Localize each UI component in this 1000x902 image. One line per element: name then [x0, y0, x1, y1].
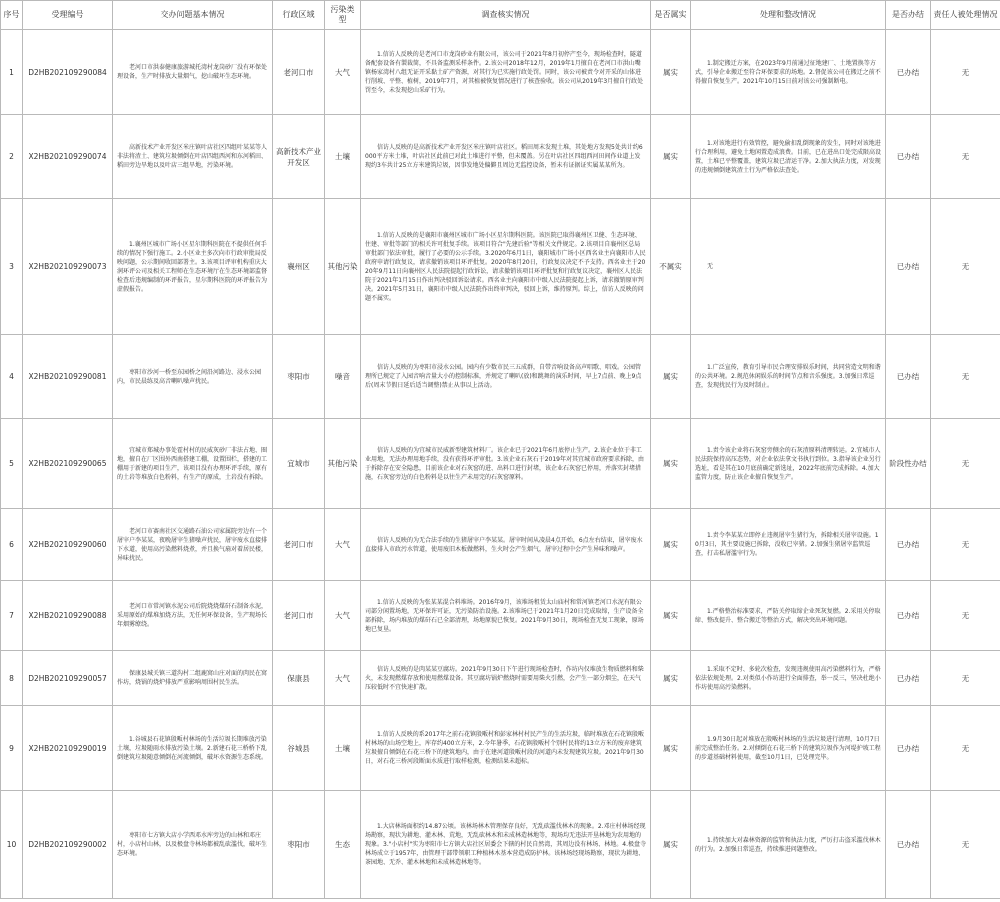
cell-closed: 已办结 — [886, 581, 931, 651]
cell-closed: 已办结 — [886, 706, 931, 791]
cell-issue: 高新技术产业开发区米庄镇叶店社区四组叶某某等人非法将渣土、建筑垃圾倾倒在叶店四组西河和东河稻田、稻田旁边旱地以及叶店三组旱地，污染环境。 — [113, 115, 273, 199]
cell-investigation: 1.信访人反映的为张某某混合料堆场。2016年9月，该堆场租赁太山庙村和常河镇老河口水泥有限公司部分闲置场地，无环保许可证，无污染防治设施。2.该堆场已于2021年1月20日完成取缔，生产设备全部拆除，场内堆放的煤矸石已全部清理，场地原貌已恢复。2021年9月30日，现场检查无复工现象，原场地已复垦。 — [361, 581, 651, 651]
cell-type: 其他污染 — [325, 419, 361, 509]
cell-handling: 1.采取不定时、多轮次检查，发现违规使用高污染燃料行为，严格依法依规处理。2.对类似小作坊进行全面排查，举一反三，坚决杜绝小作坊使用高污染燃料。 — [691, 651, 886, 706]
table-row — [1, 651, 1000, 706]
cell-district: 老河口市 — [273, 581, 325, 651]
cell-verified: 属实 — [651, 419, 691, 509]
cell-investigation: 1.大店林场面积约14.87公顷。该林场林木管理保存良好，无乱砍滥伐林木的现象。2.邓庄村林场经现场勘察，现状为耕地、灌木林、荒地，无乱砍林木和未成林造林地等，现场均无违法开垦林地为农用地的现象。3."小店村"实为枣阳市七方镇大店社区居委会下辖的村民自然湾，其周边没有林场、林地。4.极盘寺林场成立于1957年，由管理干部带领职工种植林木基本营造成防护林。该林场经现场勘察，现状为耕地、茶园地、无乔、灌木林地和未成林造林地等。 — [361, 791, 651, 899]
cell-code: D2HB202109290057 — [23, 651, 113, 706]
cell-issue: 枣阳市沙河一桥至东园桥之间沿河路边、浸水公园内，市民晨练及高音喇叭噪声扰民。 — [113, 335, 273, 419]
cell-issue: 1.谷城县石花镇殷畈村林场的生活垃圾长期堆放污染土壤，垃圾随雨水排放污染土壤。2.新建石花三桥桥下乱倒建筑垃圾随意倾倒在河流倾倒，破坏水资源生态系统。 — [113, 706, 273, 791]
header-punished: 责任人被处理情况 — [931, 1, 1000, 30]
cell-handling: 1.责令该企业将石灰窑旁侧余的石灰渣原料清理转运。2.宜城市人民法院保持高压态势，对企业依法拿文书执行到位。3.指导该企业另行选址，看是其在10月底前确定新选址，2022年底前完成拆除。4.加大监管力度，防止该企业擅自恢复生产。 — [691, 419, 886, 509]
cell-type: 大气 — [325, 30, 361, 115]
cell-district: 保康县 — [273, 651, 325, 706]
cell-type: 噪音 — [325, 335, 361, 419]
cell-no: 6 — [1, 509, 23, 581]
cell-verified: 属实 — [651, 30, 691, 115]
cell-punished: 无 — [931, 199, 1000, 335]
cell-closed: 已办结 — [886, 30, 931, 115]
cell-code: X2HB202109290065 — [23, 419, 113, 509]
header-code: 受理编号 — [23, 1, 113, 30]
cell-punished: 无 — [931, 651, 1000, 706]
cell-verified: 属实 — [651, 509, 691, 581]
cell-type: 大气 — [325, 651, 361, 706]
cell-no: 5 — [1, 419, 23, 509]
cell-punished: 无 — [931, 509, 1000, 581]
cell-issue: 宜城市郑城办事处霍村村的民威灰砂厂非法占地、圈地，擅自在厂区围外西南搭建工棚，设置围栏，搭建的工棚用于新建的项目生产，该项目没有办理环评手续，原有的土岩等堆放白色粉料，有生产的原成，土岩没有拆除。 — [113, 419, 273, 509]
cell-code: D2HB202109290084 — [23, 30, 113, 115]
cell-verified: 属实 — [651, 651, 691, 706]
cell-issue: 老河口市赛南社区交通路石油公司家属院旁边有一个屠宰户李某某，夜晚屠宰生猪噪声扰民，屠宰废水直接排下水道，使用高污染燃料烧煮，并且换气扇对着居民楼，异味扰民。 — [113, 509, 273, 581]
cell-verified: 属实 — [651, 706, 691, 791]
cell-district: 谷城县 — [273, 706, 325, 791]
cell-code: X2HB202109290019 — [23, 706, 113, 791]
cell-closed: 已办结 — [886, 199, 931, 335]
cell-no: 7 — [1, 581, 23, 651]
cell-handling: 无 — [691, 199, 886, 335]
table-row — [1, 791, 1000, 899]
cell-investigation: 信访人反映的为无合法手续的生猪屠宰户李某某。屠宰时间从凌晨4点开始，6点左右结束，屠宰废水直接排入市政污水管道，使用废旧木板做燃料，生火时会产生烟气，屠宰过程中会产生异味和噪声。 — [361, 509, 651, 581]
cell-handling: 1.制定搬迁方案，在2023年9月前通过征地建厂、土地置换等方式，引导企业搬迁至符合环保要求的场地。2.督促该公司在搬迁之前不得擅自恢复生产。2021年10月15日前对该公司强制断电。 — [691, 30, 886, 115]
cell-district: 襄州区 — [273, 199, 325, 335]
header-no: 序号 — [1, 1, 23, 30]
cell-handling: 1.广泛宣传，教育引导市民合理安排娱乐时间，共同营造文明和谐的公共环境。2.规范休闲娱乐的时间节点和音乐强度。3.加强日常巡查，发现扰民行为及时制止。 — [691, 335, 886, 419]
cell-no: 9 — [1, 706, 23, 791]
header-handling: 处理和整改情况 — [691, 1, 886, 30]
table-row — [1, 335, 1000, 419]
cell-verified: 属实 — [651, 581, 691, 651]
cell-type: 大气 — [325, 509, 361, 581]
header-district: 行政区域 — [273, 1, 325, 30]
cell-no: 4 — [1, 335, 23, 419]
header-type: 污染类型 — [325, 1, 361, 30]
cell-investigation: 信访人反映的为宜城市民威新型建筑材料厂。该企业已于2021年6月底停止生产。2.该企业位于非工业用地，无法办理用地手续，没有获得环评审批。3.该企业石灰石于2019年对其宜城市政府要求拆除，由于拆除存在安全隐患，目前该企业对石灰窑的进、出料口进行封堵，该企业石灰窑已停用，并落实封堵措施，石灰窑旁边的白色粉料是以往生产未用完的石灰窑原料。 — [361, 419, 651, 509]
cell-closed: 已办结 — [886, 335, 931, 419]
cell-issue: 保康县城关镇三道沟村二组鹿窝山庄对面的肉民在窝作坊，烧锅的烧炉排放严重影响周围村民生活。 — [113, 651, 273, 706]
cell-investigation: 信访人反映的是肉某某豆腐坊。2021年9月30日下午进行现场检查时，作坊内仅堆放生物质燃料和柴火，未发现燃煤存放和使用燃煤设备。其豆腐坊锅炉燃烧时需要用柴火引燃，会产生一部分烟尘，在天气压较低时不宜快速扩散。 — [361, 651, 651, 706]
cell-no: 1 — [1, 30, 23, 115]
cell-code: X2HB202109290060 — [23, 509, 113, 581]
cell-code: X2HB202109290074 — [23, 115, 113, 199]
cell-investigation: 信访人反映的为枣阳市浸水公园。园内有少数市民三五成群，自带音响设备高声唱歌、唱戏。公园管理所已规定了入园音响音量大小的控制标准，并规定了喇叭(放)和跳舞的演乐时间，早上7点前、晚上9点后(周末节假日延后适当调整)禁止从事以上活动。 — [361, 335, 651, 419]
cell-closed: 已办结 — [886, 791, 931, 899]
cell-code: X2HB202109290081 — [23, 335, 113, 419]
header-issue: 交办问题基本情况 — [113, 1, 273, 30]
cell-handling: 1.持续加大对森林资源的监管和执法力度，严厉打击盗采滥伐林木的行为。2.加强日常巡查，持续推进问题整改。 — [691, 791, 886, 899]
table-row — [1, 30, 1000, 115]
cell-punished: 无 — [931, 419, 1000, 509]
cell-verified: 属实 — [651, 791, 691, 899]
cell-verified: 不属实 — [651, 199, 691, 335]
cell-verified: 属实 — [651, 335, 691, 419]
cell-investigation: 1.信访人反映的是老河口市龙岗砂业有限公司，该公司于2021年8月初停产至今，现场检查时，隧道备配套设备有製裁简，不具备监测采样条件。2.该公司2018年12月，2019年1月擅自在老河口市洪山嘴镇杨家湾村八组无证开采黏土矿产资源，对其行为已实施行政处罚。同时，该公司被责令对开采的山体进行削坡、平整、植树，2019年7月，对其植被恢复情况进行了核查验收。该公司从2019年3月擅自行政处罚至今，未发现挖山采矿行为。 — [361, 30, 651, 115]
cell-punished: 无 — [931, 335, 1000, 419]
cell-closed: 阶段性办结 — [886, 419, 931, 509]
cell-punished: 无 — [931, 706, 1000, 791]
cell-closed: 已办结 — [886, 115, 931, 199]
cell-no: 10 — [1, 791, 23, 899]
table-row — [1, 509, 1000, 581]
table-row — [1, 419, 1000, 509]
cell-code: D2HB202109290002 — [23, 791, 113, 899]
header-closed: 是否办结 — [886, 1, 931, 30]
cell-issue: 老河口市洪泰健康旅游城托湾村龙岗砂厂没有环保处理设备，生产时排放大量烟气，挖山破坏生态环境。 — [113, 30, 273, 115]
cell-handling: 1.对该地进行有效管控，避免偷扣乱倒现象的发生，同时对该地进行合理利用，避免土地闲置造成浪费。目前，已在进出口处完成限高设置，土堆已平整覆盖，建筑垃圾已清运干净。2.加大执法力度，对发现的违规倾倒建筑渣土行为严格依法查处。 — [691, 115, 886, 199]
cell-type: 其他污染 — [325, 199, 361, 335]
cell-punished: 无 — [931, 30, 1000, 115]
cell-type: 生态 — [325, 791, 361, 899]
table-row — [1, 115, 1000, 199]
cell-district: 高新技术产业开发区 — [273, 115, 325, 199]
header-verified: 是否属实 — [651, 1, 691, 30]
cell-handling: 1.9月30日起对堆放在殷畈村林场的生活垃圾进行清理，10月7日前完成整治任务。2.对倾倒在石花三桥下的建筑垃圾作为河堤护坡工程的步道基础材料使用，截至10月1日，已处理完毕。 — [691, 706, 886, 791]
cell-issue: 枣阳市七方镇大店小学西邓水库旁边的山林和邓庄村，小店村山林，以及极盘寺林场都被乱砍滥伐，破坏生态环境。 — [113, 791, 273, 899]
header-investigation: 调查核实情况 — [361, 1, 651, 30]
cell-code: X2HB202109290073 — [23, 199, 113, 335]
cell-closed: 已办结 — [886, 509, 931, 581]
header-row — [1, 1, 1000, 30]
cell-handling: 1.严格整治标准要求，严防关停取缔企业死灰复燃。2.采用关停取缔、整改提升、整合搬迁等整治方式，解决突出环境问题。 — [691, 581, 886, 651]
cell-investigation: 1.信访人反映的系2017年之前石花镇殷畈村和彭家林村村民产生的生活垃圾，临时堆放在石花镇殷畈村林场的山场空地上，库存约400立方米，2.今年暑季，石花镇殷畈村个别村民将约13立方米的废弃建筑垃圾擅自倾倒在石花三桥下的建筑地内，由于在建河道殷畈村段的河道内未发现建筑垃圾。2021年9月30日，对石花三桥河段断面水质进行取样检测，检测结果未超标。 — [361, 706, 651, 791]
table-row — [1, 706, 1000, 791]
cell-punished: 无 — [931, 581, 1000, 651]
table-row — [1, 581, 1000, 651]
cell-type: 土壤 — [325, 115, 361, 199]
cell-district: 枣阳市 — [273, 335, 325, 419]
cell-district: 枣阳市 — [273, 791, 325, 899]
cell-no: 2 — [1, 115, 23, 199]
cell-code: X2HB202109290088 — [23, 581, 113, 651]
cell-district: 老河口市 — [273, 30, 325, 115]
cell-type: 土壤 — [325, 706, 361, 791]
cell-no: 8 — [1, 651, 23, 706]
cell-issue: 老河口市常河镇水泥公司后院烧烧煤矸石制备水泥，采用原始的煤堆加烧方法，无任何环保设备，生产现场长年烟雾缭绕。 — [113, 581, 273, 651]
cell-investigation: 信访人反映的是高新技术产业开发区米庄镇叶店社区。稻田周末发现土堆，其处地方发现5处共计约6000平方米土堆，叶店社区此前已对此土堆进行平整，但未覆盖。另在叶店社区四组西河田间作业道上发现约3车共计25立方米建筑垃圾，因事发地处偏僻且周边无监控设备，暂未有证据证实属某某所为。 — [361, 115, 651, 199]
cell-punished: 无 — [931, 115, 1000, 199]
cell-district: 老河口市 — [273, 509, 325, 581]
cell-no: 3 — [1, 199, 23, 335]
cell-punished: 无 — [931, 791, 1000, 899]
cell-closed: 已办结 — [886, 651, 931, 706]
cell-issue: 1.襄州区城市广场小区星尔期科医院在不提供任何手续的情况下强行施工。2.小区业主多次向市行政审批局反映问题，公示期间收回部署主。3.该项目评审机构重庆大润环评公司及相关工程师在生态环境厅在生态环境部监督检查后违规编制的环评报告，星尔期科医院的环评报告为虚假报告。 — [113, 199, 273, 335]
cell-investigation: 1.信访人反映的是襄阳市襄州区城市广场小区星尔期科医院。该医院已取得襄州区卫健、生态环境、住建、审批等部门的相关许可批复手续。该项目符合"先建后验"等相关文件规定。2.该项目自襄州区总局审批部门依法审批，履行了必要的公示手续。3.2020年6月1日，襄阳城市广场小区西名业主向襄阳市人民政府申请行政复议，请求撤销该项目环评批复。2020年8月20日，行政复议决定不予支持。西名业主于2020年9月11日向襄州区人民法院提起行政诉讼，请求撤销该项目环评批复和行政复议决定，襄州区人民法院于2021年1月15日作出判决驳回诉讼请求。西名业主向襄阳市中级人民法院提起上诉，请求撤销原审判决。2021年5月31日，襄阳市中级人民法院作出终审判决，驳回上诉，维持原判。综上，信访人反映的问题不属实。 — [361, 199, 651, 335]
cell-verified: 属实 — [651, 115, 691, 199]
cell-type: 大气 — [325, 581, 361, 651]
cell-handling: 1.责令李某某立即停止违规屠宰生猪行为，拆除相关屠宰设施。10月3日，其主要设施已拆除，没收已宰猪。2.加强生猪屠宰监管巡查，打击私屠滥宰行为。 — [691, 509, 886, 581]
table-row — [1, 199, 1000, 335]
cell-district: 宜城市 — [273, 419, 325, 509]
